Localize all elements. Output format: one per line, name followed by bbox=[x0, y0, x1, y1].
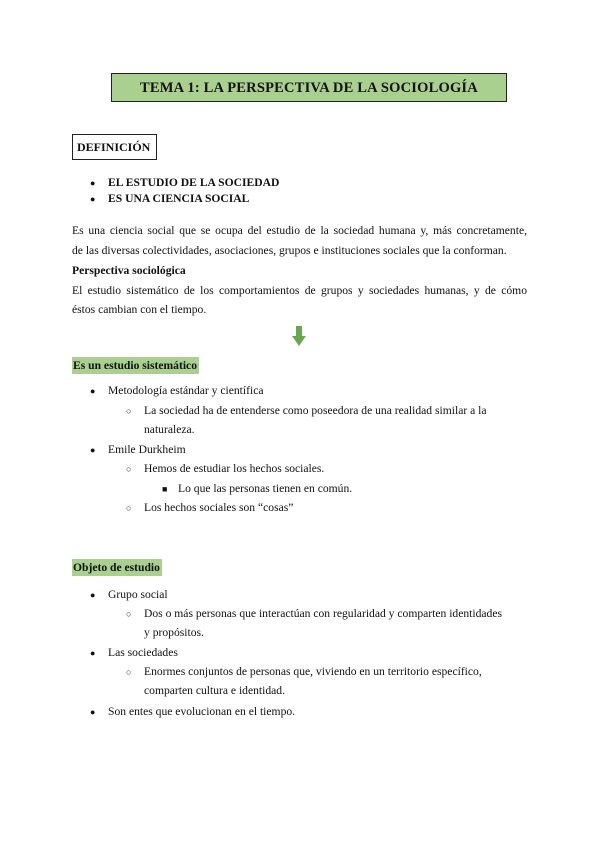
list-item bbox=[90, 585, 168, 605]
list-item bbox=[90, 643, 178, 663]
paragraph-line: El estudio sistemático de los comportamientos de grupos y sociedades humanas, y de cómo bbox=[72, 284, 527, 297]
list-item-text: Son entes que evolucionan en el tiempo. bbox=[108, 705, 296, 718]
list-item-text: Las sociedades bbox=[108, 646, 178, 659]
list-item-text: comparten cultura e identidad. bbox=[144, 684, 285, 697]
list-item-text: La sociedad ha de entenderse como poseedora de una realidad similar a la bbox=[144, 404, 487, 417]
list-item bbox=[126, 498, 293, 518]
definicion-heading: DEFINICIÓN bbox=[72, 134, 157, 160]
list-item-text: naturaleza. bbox=[144, 423, 195, 436]
paragraph-line: éstos cambian con el tiempo. bbox=[72, 303, 207, 316]
bullet-icon: ● bbox=[90, 707, 96, 717]
list-item bbox=[126, 604, 502, 624]
section-heading bbox=[72, 558, 162, 578]
objeto-heading: Objeto de estudio bbox=[73, 561, 160, 574]
paragraph-line: de las diversas colectividades, asociaciones, grupos e instituciones sociales que la conforman. bbox=[72, 244, 507, 257]
bullet-icon: ● bbox=[90, 648, 96, 658]
list-item-text: Los hechos sociales son “cosas” bbox=[144, 501, 294, 514]
list-item-text: ES UNA CIENCIA SOCIAL bbox=[108, 192, 250, 205]
list-item bbox=[90, 381, 264, 401]
list-item bbox=[162, 479, 352, 499]
list-item-text: y propósitos. bbox=[144, 626, 204, 639]
page-title: TEMA 1: LA PERSPECTIVA DE LA SOCIOLOGÍA bbox=[111, 73, 507, 102]
bullet-icon: ● bbox=[90, 445, 96, 455]
list-item bbox=[126, 459, 324, 479]
circle-bullet-icon: ○ bbox=[126, 667, 132, 677]
list-item-text: EL ESTUDIO DE LA SOCIEDAD bbox=[108, 176, 280, 189]
paragraph-line: Es una ciencia social que se ocupa del estudio de la sociedad humana y, más concretamente, bbox=[72, 224, 527, 237]
bullet-icon: ● bbox=[90, 386, 96, 396]
estudio-heading: Es un estudio sistemático bbox=[73, 359, 197, 372]
list-item-text: Enormes conjuntos de personas que, viviendo en un territorio específico, bbox=[144, 665, 482, 678]
down-arrow-icon bbox=[292, 326, 306, 346]
circle-bullet-icon: ○ bbox=[126, 609, 132, 619]
list-item bbox=[126, 662, 482, 682]
square-bullet-icon: ■ bbox=[162, 484, 168, 494]
circle-bullet-icon: ○ bbox=[126, 503, 132, 513]
list-item bbox=[90, 440, 186, 460]
list-item-text: Hemos de estudiar los hechos sociales. bbox=[144, 462, 325, 475]
bullet-icon: ● bbox=[90, 194, 96, 204]
list-item-text: Metodología estándar y científica bbox=[108, 384, 264, 397]
list-item bbox=[90, 702, 295, 722]
list-item bbox=[90, 189, 249, 209]
bullet-icon: ● bbox=[90, 590, 96, 600]
bullet-icon: ● bbox=[90, 178, 96, 188]
perspectiva-heading: Perspectiva sociológica bbox=[72, 264, 186, 277]
list-item bbox=[126, 401, 487, 421]
section-heading bbox=[72, 356, 199, 376]
list-item-text: Grupo social bbox=[108, 588, 168, 601]
list-item-text: Lo que las personas tienen en común. bbox=[178, 482, 353, 495]
list-item-text: Emile Durkheim bbox=[108, 443, 186, 456]
list-item-text: Dos o más personas que interactúan con regularidad y comparten identidades bbox=[144, 607, 502, 620]
circle-bullet-icon: ○ bbox=[126, 406, 132, 416]
circle-bullet-icon: ○ bbox=[126, 464, 132, 474]
